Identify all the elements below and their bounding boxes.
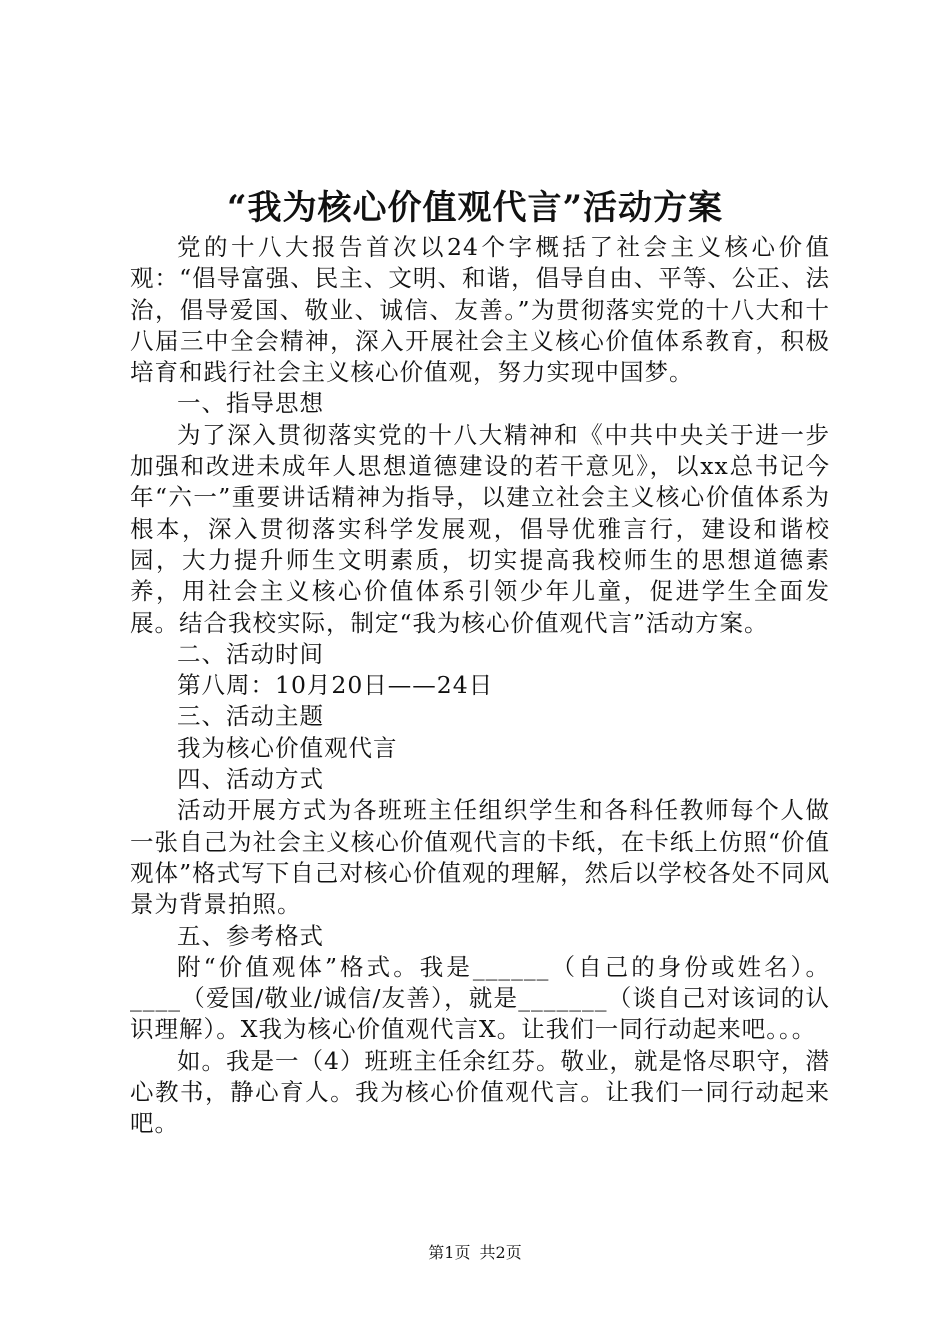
page-footer <box>0 1241 950 1265</box>
page-total: 共2页 <box>479 1243 522 1262</box>
document-body <box>130 232 830 1140</box>
paragraph-activity-method: 活动开展方式为各班班主任组织学生和各科任教师每个人做一张自己为社会主义核心价值观代言的卡纸，在卡纸上仿照“价值观体”格式写下自己对核心价值观的理解，然后以学校各处不同风景为背景拍照。 <box>130 796 830 919</box>
section-heading-activity-method: 四、活动方式 <box>177 765 324 794</box>
paragraph-activity-time: 第八周：10月20日——24日 <box>177 671 494 700</box>
paragraph-activity-theme: 我为核心价值观代言 <box>177 733 398 762</box>
section-heading-guiding-thought: 一、指导思想 <box>177 389 324 418</box>
document-title: “我为核心价值观代言”活动方案 <box>226 188 724 228</box>
page-number: 第1页 <box>428 1243 471 1262</box>
paragraph-guiding-thought: 为了深入贯彻落实党的十八大精神和《中共中央关于进一步加强和改进未成年人思想道德建设的若干意见》，以xx总书记今年“六一”重要讲话精神为指导，以建立社会主义核心价值体系为根本，深入贯彻落实科学发展观，倡导优雅言行，建设和谐校园，大力提升师生文明素质，切实提高我校师生的思想道德素养，用社会主义核心价值体系引领少年儿童，促进学生全面发展。结合我校实际，制定“我为核心价值观代言”活动方案。 <box>130 420 830 637</box>
paragraph-reference-format: 附“价值观体”格式。我是______（自己的身份或姓名）。____（爱国/敬业/诚信/友善），就是_______（谈自己对该词的认识理解）。X我为核心价值观代言X。让我们一同行动起来吧。。。 <box>130 952 830 1044</box>
paragraph-example: 如。我是一（4）班班主任余红芬。敬业，就是恪尽职守，潜心教书，静心育人。我为核心价值观代言。让我们一同行动起来吧。 <box>130 1046 830 1138</box>
section-heading-activity-time: 二、活动时间 <box>177 639 324 668</box>
section-heading-reference-format: 五、参考格式 <box>177 921 324 950</box>
paragraph-intro: 党的十八大报告首次以24个字概括了社会主义核心价值观：“倡导富强、民主、文明、和谐，倡导自由、平等、公正、法治，倡导爱国、敬业、诚信、友善。”为贯彻落实党的十八大和十八届三中全会精神，深入开展社会主义核心价值体系教育，积极培育和践行社会主义核心价值观，努力实现中国梦。 <box>130 233 830 387</box>
section-heading-activity-theme: 三、活动主题 <box>177 702 324 731</box>
